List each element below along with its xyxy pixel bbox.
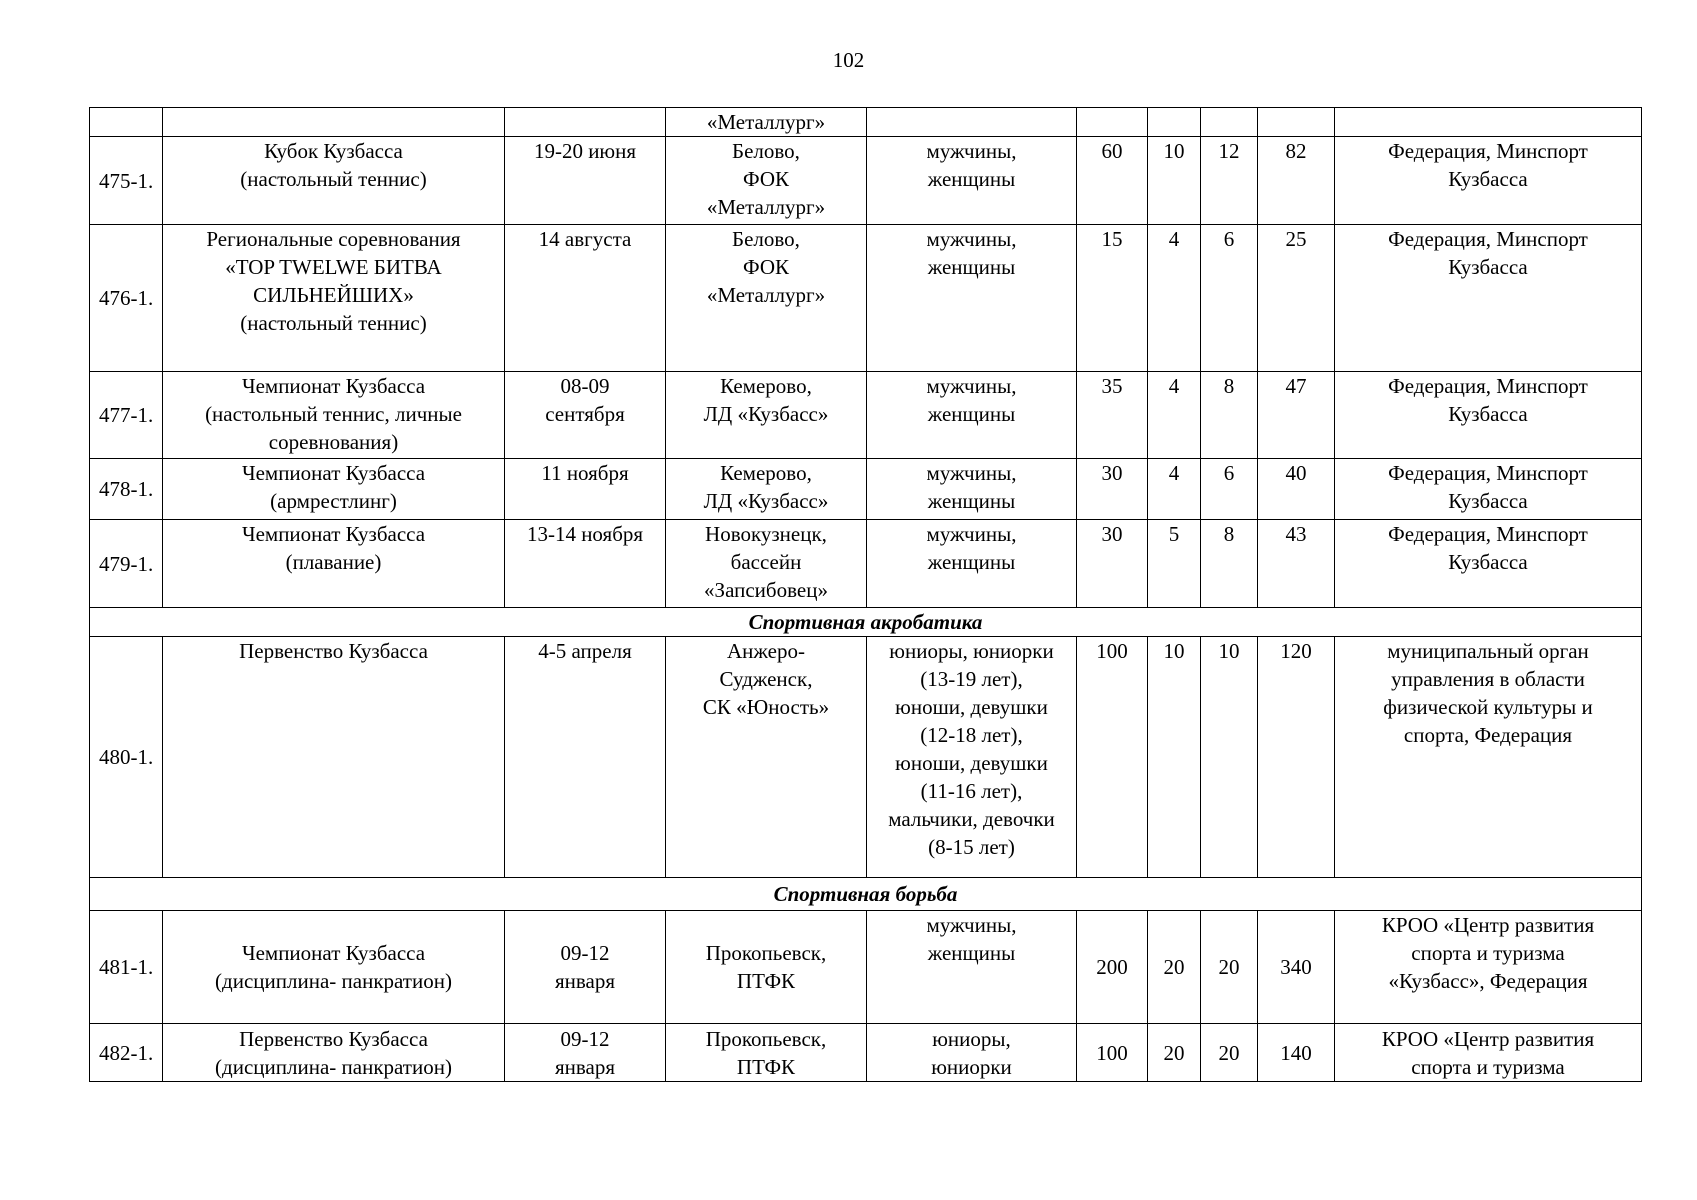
participants-cell: мужчины, женщины [867,520,1077,608]
participants-cell: мужчины, женщины [867,911,1077,1024]
table-row [90,911,1642,1024]
athletes-count: 100 [1077,637,1148,878]
athletes-count: 60 [1077,137,1148,225]
participants-cell: юниоры, юниорки [867,1024,1077,1082]
event-date-cell: 08-09 сентября [505,372,666,459]
event-name-cell: Кубок Кузбасса (настольный теннис) [163,137,505,225]
row-number: 477-1. [90,372,163,459]
event-name-cell: Первенство Кузбасса (дисциплина- панкратион) [163,1024,505,1082]
section-title: Спортивная борьба [90,878,1642,911]
organizer-cell: Федерация, Минспорт Кузбасса [1335,520,1642,608]
event-name-cell: Чемпионат Кузбасса (настольный теннис, личные соревнования) [163,372,505,459]
event-date-cell [505,108,666,137]
participants-cell: мужчины, женщины [867,225,1077,372]
judges-count: 20 [1201,911,1258,1024]
events-table [89,107,1642,1082]
event-place-cell: Прокопьевск, ПТФК [666,1024,867,1082]
event-name-cell: Региональные соревнования «TOP TWELWE БИТВА СИЛЬНЕЙШИХ» (настольный теннис) [163,225,505,372]
judges-count: 8 [1201,520,1258,608]
organizer-cell [1335,108,1642,137]
total-count: 140 [1258,1024,1335,1082]
event-name-cell: Чемпионат Кузбасса (плавание) [163,520,505,608]
event-name-cell [163,108,505,137]
athletes-count [1077,108,1148,137]
coaches-count [1148,108,1201,137]
athletes-count: 15 [1077,225,1148,372]
event-date-cell: 11 ноября [505,459,666,520]
event-name-cell: Первенство Кузбасса [163,637,505,878]
coaches-count: 10 [1148,637,1201,878]
total-count: 340 [1258,911,1335,1024]
row-number: 475-1. [90,137,163,225]
coaches-count: 20 [1148,1024,1201,1082]
event-name-cell: Чемпионат Кузбасса (армрестлинг) [163,459,505,520]
judges-count: 12 [1201,137,1258,225]
organizer-cell: Федерация, Минспорт Кузбасса [1335,459,1642,520]
athletes-count: 30 [1077,459,1148,520]
athletes-count: 100 [1077,1024,1148,1082]
section-row [90,878,1642,911]
total-count: 43 [1258,520,1335,608]
participants-cell: мужчины, женщины [867,459,1077,520]
event-place-cell: Белово, ФОК «Металлург» [666,225,867,372]
organizer-cell: КРОО «Центр развития спорта и туризма [1335,1024,1642,1082]
athletes-count: 35 [1077,372,1148,459]
event-place-cell: Кемерово, ЛД «Кузбасс» [666,372,867,459]
table-row [90,520,1642,608]
table-row [90,108,1642,137]
coaches-count: 5 [1148,520,1201,608]
organizer-cell: Федерация, Минспорт Кузбасса [1335,137,1642,225]
event-date-cell: 14 августа [505,225,666,372]
participants-cell: мужчины, женщины [867,137,1077,225]
event-place-cell: «Металлург» [666,108,867,137]
row-number: 479-1. [90,520,163,608]
row-number: 481-1. [90,911,163,1024]
organizer-cell: Федерация, Минспорт Кузбасса [1335,372,1642,459]
table-row [90,459,1642,520]
row-number: 480-1. [90,637,163,878]
page-number: 102 [832,48,865,72]
total-count: 82 [1258,137,1335,225]
event-date-cell: 09-12 января [505,911,666,1024]
event-place-cell: Анжеро- Судженск, СК «Юность» [666,637,867,878]
organizer-cell: муниципальный орган управления в области физической культуры и спорта, Федерация [1335,637,1642,878]
participants-cell: юниоры, юниорки (13-19 лет), юноши, девушки (12-18 лет), юноши, девушки (11-16 лет), мальчики, девочки (8-15 лет) [867,637,1077,878]
organizer-cell: Федерация, Минспорт Кузбасса [1335,225,1642,372]
participants-cell: мужчины, женщины [867,372,1077,459]
section-title: Спортивная акробатика [90,608,1642,637]
table-row [90,637,1642,878]
event-date-cell: 19-20 июня [505,137,666,225]
row-number: 482-1. [90,1024,163,1082]
event-name-cell: Чемпионат Кузбасса (дисциплина- панкратион) [163,911,505,1024]
coaches-count: 4 [1148,459,1201,520]
section-row [90,608,1642,637]
coaches-count: 4 [1148,225,1201,372]
athletes-count: 200 [1077,911,1148,1024]
coaches-count: 10 [1148,137,1201,225]
judges-count: 6 [1201,459,1258,520]
event-date-cell: 13-14 ноября [505,520,666,608]
event-date-cell: 4-5 апреля [505,637,666,878]
total-count: 47 [1258,372,1335,459]
event-place-cell: Белово, ФОК «Металлург» [666,137,867,225]
table-row [90,137,1642,225]
event-place-cell: Прокопьевск, ПТФК [666,911,867,1024]
total-count [1258,108,1335,137]
event-date-cell: 09-12 января [505,1024,666,1082]
judges-count: 20 [1201,1024,1258,1082]
table-row [90,225,1642,372]
judges-count: 6 [1201,225,1258,372]
event-place-cell: Новокузнецк, бассейн «Запсибовец» [666,520,867,608]
row-number: 476-1. [90,225,163,372]
judges-count: 8 [1201,372,1258,459]
judges-count: 10 [1201,637,1258,878]
participants-cell [867,108,1077,137]
table-row [90,1024,1642,1082]
organizer-cell: КРОО «Центр развития спорта и туризма «Кузбасс», Федерация [1335,911,1642,1024]
total-count: 25 [1258,225,1335,372]
coaches-count: 4 [1148,372,1201,459]
coaches-count: 20 [1148,911,1201,1024]
event-place-cell: Кемерово, ЛД «Кузбасс» [666,459,867,520]
athletes-count: 30 [1077,520,1148,608]
judges-count [1201,108,1258,137]
total-count: 40 [1258,459,1335,520]
total-count: 120 [1258,637,1335,878]
table-row [90,372,1642,459]
row-number: 478-1. [90,459,163,520]
row-number [90,108,163,137]
